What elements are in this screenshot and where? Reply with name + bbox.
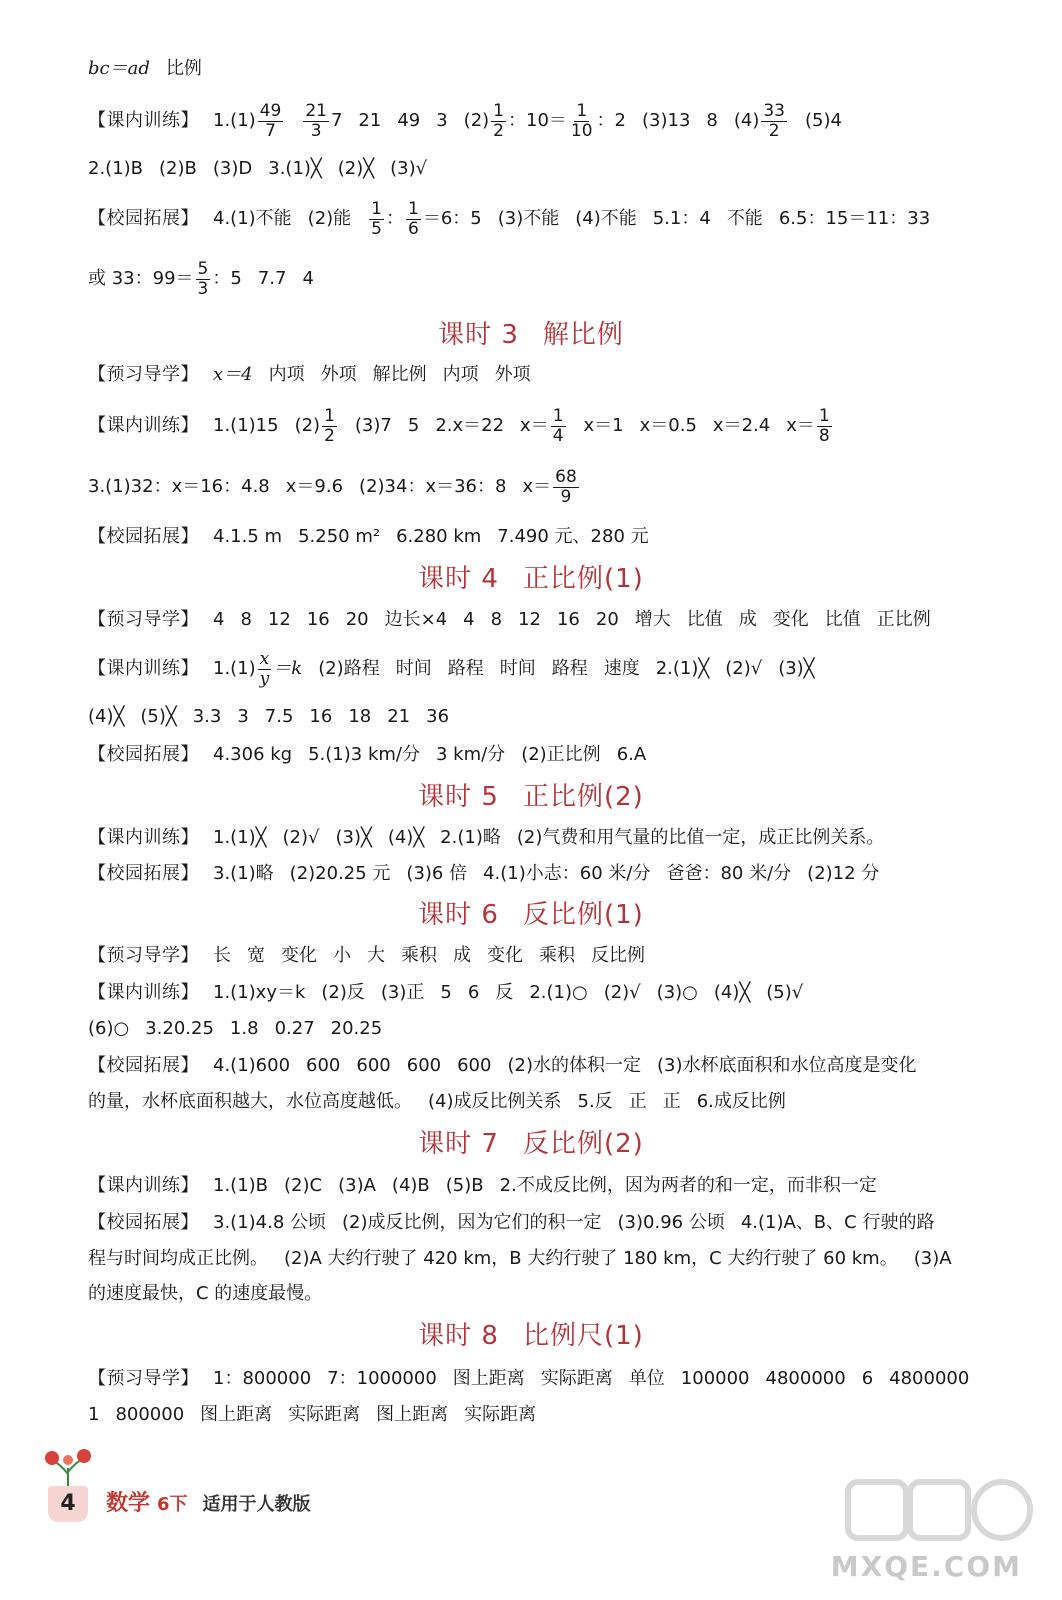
denominator: 5	[371, 218, 382, 239]
answer-line	[88, 56, 1014, 82]
answer-text: 1.(1)15	[213, 415, 279, 436]
section-tag: 【课内训练】	[88, 982, 199, 1003]
section-tag: 【校园拓展】	[88, 526, 199, 547]
answer-text: 0.27	[274, 1018, 315, 1039]
answer-text: 18	[348, 706, 372, 727]
answer-text: 4.(1)小志：60 米/分	[483, 863, 651, 884]
answer-item	[88, 260, 242, 299]
section-tag: 【校园拓展】	[88, 1212, 199, 1233]
answer-text: 1.(1)╳	[213, 827, 267, 848]
numerator: 1	[324, 405, 335, 426]
answer-text: (3)○	[656, 982, 698, 1003]
answer-text: 21	[358, 110, 382, 131]
answer-text: 正比例	[876, 609, 931, 630]
fraction	[761, 102, 787, 141]
lesson-heading	[0, 1319, 1062, 1353]
answer-item	[367, 200, 482, 239]
answer-text: 反	[495, 982, 514, 1003]
numerator: 1	[576, 100, 588, 121]
answer-text: 5.1：4	[652, 208, 711, 229]
section-tag: 【校园拓展】	[88, 863, 199, 884]
answer-text: 4800000	[889, 1368, 970, 1389]
answer-text: (4)不能	[575, 208, 637, 229]
answer-text: 2.x＝22	[435, 415, 505, 436]
lesson-title: 比例尺(1)	[522, 1321, 644, 1351]
lesson-heading	[0, 898, 1062, 932]
answer-text: 1：800000	[213, 1368, 312, 1389]
fraction	[258, 650, 272, 689]
section-tag: 【课内训练】	[88, 110, 199, 131]
answer-text: 变化	[772, 609, 809, 630]
section-tag: 【预习导学】	[88, 609, 199, 630]
answer-text: 21	[387, 706, 411, 727]
answer-text: ＝k	[273, 658, 303, 679]
numerator: 1	[371, 198, 382, 219]
answer-text: 8	[706, 110, 718, 131]
section-tag: 【预习导学】	[88, 364, 199, 385]
answer-text: 4.1.5 m	[213, 526, 283, 547]
fraction	[322, 407, 337, 446]
numerator: 1	[818, 405, 830, 426]
lesson-title: 反比例(1)	[522, 900, 644, 930]
denominator: 6	[408, 218, 419, 239]
answer-text: 的速度最快，C 的速度最慢。	[88, 1283, 323, 1304]
denominator: 2	[768, 120, 780, 141]
answer-text: 6.A	[616, 744, 647, 765]
lesson-heading	[0, 562, 1062, 596]
answer-text: 12	[267, 609, 291, 630]
numerator: 1	[493, 100, 504, 121]
fraction	[369, 200, 384, 239]
answer-item	[213, 102, 285, 141]
answer-text: 正	[628, 1091, 647, 1112]
answer-line	[88, 1366, 1014, 1392]
answer-text: (2)20.25 元	[289, 863, 391, 884]
answer-text: x＝1	[583, 415, 624, 436]
answer-text: ＝6：5	[422, 208, 482, 229]
denominator: 7	[265, 120, 276, 141]
answer-text: (5)4	[805, 110, 842, 131]
answer-text: 比值	[686, 609, 723, 630]
answer-text: ：10＝	[508, 110, 567, 131]
answer-text: 3.(1)╳	[268, 158, 322, 179]
answer-text: (6)○	[88, 1018, 130, 1039]
answer-line	[88, 980, 1014, 1006]
answer-line	[88, 943, 1014, 969]
answer-text: x＝	[522, 476, 552, 497]
answer-text: 1.(1)xy＝k	[213, 982, 306, 1003]
answer-text: 反比例	[591, 945, 645, 966]
lesson-heading	[0, 318, 1062, 352]
answer-text: x＝	[520, 415, 549, 436]
answer-text: 5	[407, 415, 420, 436]
answer-text: 正	[662, 1091, 681, 1112]
answer-text: 6	[467, 982, 480, 1003]
fraction	[569, 102, 595, 141]
answer-line	[88, 704, 1014, 730]
answer-item	[522, 468, 580, 507]
answer-text: 8	[490, 609, 503, 630]
answer-line	[88, 256, 1014, 302]
answer-text: 3	[237, 706, 249, 727]
answer-line	[88, 861, 1014, 887]
answer-text: 8	[240, 609, 252, 630]
answer-text: 5.250 m²	[298, 526, 381, 547]
answer-text: 2.(1)○	[529, 982, 588, 1003]
answer-text: 20.25	[330, 1018, 383, 1039]
answer-text: (3)D	[212, 158, 253, 179]
answer-text: ：	[386, 208, 404, 229]
answer-text: 路程	[551, 658, 588, 679]
answer-text: 2.(1)╳	[655, 658, 710, 679]
answer-text: 16	[306, 609, 330, 630]
answer-text: 20	[345, 609, 369, 630]
answer-text: 600	[306, 1055, 341, 1076]
answer-text: 2.(1)略	[440, 827, 501, 848]
answer-text: 6	[861, 1368, 874, 1389]
answer-text: 外项	[320, 364, 357, 385]
numerator: 49	[259, 100, 282, 121]
lesson-number: 课时 3	[438, 320, 519, 350]
denominator: 3	[310, 120, 322, 141]
answer-text: (2)成反比例，因为它们的积一定	[342, 1212, 602, 1233]
answer-text: 4.(1)不能	[213, 208, 292, 229]
answer-text: x＝2.4	[712, 415, 771, 436]
answer-line	[88, 825, 1014, 851]
answer-line	[88, 98, 1014, 144]
answer-text: 实际距离	[464, 1404, 537, 1425]
lesson-title: 反比例(2)	[522, 1129, 644, 1159]
answer-item	[464, 102, 626, 141]
answer-text: 边长×4	[384, 609, 448, 630]
answer-text: 程与时间均成正比例。	[88, 1248, 268, 1269]
answer-text: 爸爸：80 米/分	[666, 863, 792, 884]
answer-text: 4	[463, 609, 475, 630]
answer-text: 5.反	[577, 1091, 613, 1112]
answer-text: (3)A	[338, 1175, 376, 1196]
lesson-heading	[0, 780, 1062, 814]
answer-text: 7.7	[257, 268, 287, 289]
answer-text: 1.8	[229, 1018, 259, 1039]
answer-text: (3)√	[390, 158, 428, 179]
answer-text: (2)√	[603, 982, 641, 1003]
answer-text: 宽	[247, 945, 265, 966]
answer-line	[88, 362, 1014, 388]
answer-line	[88, 1246, 1014, 1272]
answer-text: 乘积	[539, 945, 575, 966]
answer-text: 600	[457, 1055, 492, 1076]
answer-text: 3.(1)4.8 公顷	[213, 1212, 327, 1233]
answer-text: (2)C	[284, 1175, 323, 1196]
answer-line	[88, 646, 1014, 692]
answer-line	[88, 742, 1014, 768]
answer-text: (2)路程	[318, 658, 380, 679]
book-grade: 6下	[156, 1494, 188, 1515]
numerator: 5	[197, 258, 209, 279]
section-tag: 【预习导学】	[88, 945, 199, 966]
answer-text: (2)√	[725, 658, 763, 679]
answer-text: 实际距离	[288, 1404, 361, 1425]
answer-text: 成	[453, 945, 471, 966]
answer-text: 2.(1)B	[88, 158, 144, 179]
answer-text: 100000	[680, 1368, 750, 1389]
answer-text: 6.成反比例	[696, 1091, 786, 1112]
lesson-heading	[0, 1127, 1062, 1161]
answer-text: 3.20.25	[145, 1018, 214, 1039]
answer-text: (4)B	[391, 1175, 430, 1196]
answer-text: 1.(1)B	[213, 1175, 269, 1196]
answer-text: 比例	[165, 58, 202, 79]
answer-text: (5)╳	[140, 706, 177, 727]
answer-text: 1.(1)	[213, 658, 256, 679]
answer-text: 16	[556, 609, 580, 630]
answer-text: 不能	[726, 208, 763, 229]
answer-text: 1	[88, 1404, 100, 1425]
answer-text: 6.280 km	[396, 526, 482, 547]
page-number: 4	[48, 1486, 88, 1522]
lesson-title: 解比例	[542, 320, 624, 350]
answer-text: 时间	[395, 658, 432, 679]
answer-text: ：5	[212, 268, 242, 289]
answer-text: (3)╳	[335, 827, 372, 848]
answer-text: 4	[213, 609, 225, 630]
formula: bc＝ad	[88, 58, 150, 79]
answer-item	[295, 407, 339, 446]
book-subject: 数学	[106, 1491, 151, 1516]
denominator: y	[259, 668, 270, 689]
answer-text: 时间	[499, 658, 536, 679]
answer-text: (2)A 大约行驶了 420 km，B 大约行驶了 180 km，C 大约行驶了 60 km。	[284, 1248, 898, 1269]
lesson-number: 课时 7	[418, 1129, 499, 1159]
answer-text: (3)不能	[497, 208, 560, 229]
answer-text: 16	[309, 706, 333, 727]
lesson-number: 课时 6	[418, 900, 499, 930]
answer-text: 5.(1)3 km/分	[308, 744, 420, 765]
answer-text: 增大	[634, 609, 671, 630]
answer-item	[213, 650, 302, 689]
section-tag: 【校园拓展】	[88, 1055, 199, 1076]
answer-line	[88, 464, 1014, 510]
answer-text: 20	[595, 609, 619, 630]
lesson-number: 课时 8	[418, 1321, 499, 1351]
answer-line	[88, 1281, 1014, 1307]
answer-text: 变化	[281, 945, 317, 966]
answer-text: 12	[518, 609, 541, 630]
numerator: 21	[305, 100, 327, 121]
answer-text: x＝0.5	[639, 415, 697, 436]
answer-text: x＝	[786, 415, 815, 436]
answer-text: 4	[302, 268, 314, 289]
answer-text: (2)	[294, 415, 321, 436]
answer-text: (2)正比例	[521, 744, 601, 765]
answer-text: (3)6 倍	[406, 863, 468, 884]
answer-text: 或 33：99＝	[88, 268, 194, 289]
answer-line	[88, 1053, 1014, 1079]
answer-line	[88, 1016, 1014, 1042]
answer-text: 外项	[494, 364, 531, 385]
answer-text: (4)	[733, 110, 760, 131]
answer-text: 比值	[824, 609, 861, 630]
answer-text: 2.不成反比例，因为两者的和一定，而非积一定	[499, 1175, 877, 1196]
answer-text: 速度	[603, 658, 640, 679]
answer-text: 3.(1)32：x＝16：4.8	[88, 476, 270, 497]
answer-text: x＝9.6	[285, 476, 344, 497]
numerator: 68	[555, 466, 577, 487]
numerator: x	[259, 648, 270, 669]
answer-line	[88, 1089, 1014, 1115]
lesson-number: 课时 4	[418, 564, 499, 594]
answer-text: 5	[440, 982, 452, 1003]
answer-text: (2)√	[282, 827, 320, 848]
fraction	[303, 102, 329, 141]
answer-text: 3.3	[192, 706, 222, 727]
answer-text: 7：1000000	[327, 1368, 437, 1389]
numerator: 33	[763, 100, 785, 121]
answer-text: 内项	[442, 364, 479, 385]
answer-text: (2)能	[307, 208, 352, 229]
answer-text: 3	[436, 110, 448, 131]
answer-line	[88, 156, 1014, 182]
plant-icon	[40, 1446, 96, 1490]
lesson-title: 正比例(1)	[522, 564, 644, 594]
fraction	[196, 260, 211, 299]
book-version: 适用于人教版	[202, 1494, 311, 1515]
answer-text: 变化	[487, 945, 523, 966]
answer-text: 4.(1)600	[213, 1055, 291, 1076]
answer-text: 解比例	[372, 364, 427, 385]
answer-text: (3)7	[354, 415, 392, 436]
answer-text: 49	[397, 110, 421, 131]
answer-text: (3)╳	[778, 658, 815, 679]
answer-text: 6.5：15＝11：33	[778, 208, 931, 229]
answer-text: (5)B	[445, 1175, 484, 1196]
section-tag: 【课内训练】	[88, 415, 199, 436]
answer-text: 图上距离	[376, 1404, 449, 1425]
answer-line	[88, 524, 1014, 550]
answer-line	[88, 607, 1014, 633]
answer-text: (4)成反比例关系	[428, 1091, 562, 1112]
answer-text: 600	[356, 1055, 391, 1076]
section-tag: 【课内训练】	[88, 1175, 199, 1196]
answer-text: x＝4	[213, 364, 253, 385]
answer-line	[88, 1210, 1014, 1236]
answer-text: 7.5	[264, 706, 294, 727]
answer-text: 图上距离	[200, 1404, 273, 1425]
answer-text: (3)水杯底面积和水位高度是变化	[656, 1055, 917, 1076]
answer-text: (3)0.96 公顷	[617, 1212, 725, 1233]
answer-text: 大	[367, 945, 385, 966]
answer-text: (2)34：x＝36：8	[359, 476, 507, 497]
answer-text: 600	[406, 1055, 442, 1076]
denominator: 10	[570, 120, 593, 141]
answer-line	[88, 1402, 1014, 1428]
answer-text: 1.(1)	[213, 110, 256, 131]
lesson-title: 正比例(2)	[522, 782, 644, 812]
answer-line	[88, 1173, 1014, 1199]
answer-text: 4800000	[765, 1368, 846, 1389]
answer-text: 36	[426, 706, 450, 727]
denominator: 9	[560, 486, 572, 507]
denominator: 2	[324, 425, 335, 446]
answer-item	[734, 102, 789, 141]
answer-text: (2)B	[159, 158, 197, 179]
answer-text: 4.(1)A、B、C 行驶的路	[740, 1212, 935, 1233]
answer-item	[520, 407, 567, 446]
answer-text: (2)气费和用气量的比值一定，成正比例关系。	[516, 827, 885, 848]
answer-text: (5)√	[766, 982, 804, 1003]
answer-text: 乘积	[401, 945, 437, 966]
answer-text: (2)	[463, 110, 490, 131]
section-tag: 【校园拓展】	[88, 208, 199, 229]
denominator: 4	[552, 425, 564, 446]
answer-text: (4)╳	[713, 982, 751, 1003]
answer-text: (2)水的体积一定	[507, 1055, 641, 1076]
fraction	[406, 200, 421, 239]
denominator: 8	[818, 425, 830, 446]
lesson-number: 课时 5	[418, 782, 499, 812]
answer-text: 单位	[628, 1368, 665, 1389]
watermark-text: MXQE.COM	[830, 1550, 1022, 1583]
answer-text: ：2	[596, 110, 626, 131]
fraction	[817, 407, 832, 446]
answer-text: 800000	[115, 1404, 185, 1425]
answer-text: 成	[738, 609, 757, 630]
answer-line	[88, 196, 1014, 242]
answer-text: 小	[333, 945, 351, 966]
answer-text: 7	[330, 110, 343, 131]
denominator: 3	[197, 278, 209, 299]
answer-text: 4.306 kg	[213, 744, 293, 765]
answer-text: 3.(1)略	[213, 863, 274, 884]
answer-text: (3)正	[380, 982, 425, 1003]
answer-text: 7.490 元、280 元	[497, 526, 649, 547]
answer-text: (4)╳	[387, 827, 425, 848]
answer-text: 的量，水杯底面积越大，水位高度越低。	[88, 1091, 412, 1112]
answer-text: (3)13	[642, 110, 691, 131]
section-tag: 【预习导学】	[88, 1368, 199, 1389]
answer-text: (2)反	[321, 982, 365, 1003]
answer-text: (2)12 分	[807, 863, 880, 884]
denominator: 2	[493, 120, 504, 141]
answer-text: (3)A	[913, 1248, 952, 1269]
answer-line	[88, 403, 1014, 449]
section-tag: 【课内训练】	[88, 658, 199, 679]
answer-text: 图上距离	[452, 1368, 525, 1389]
answer-text: 路程	[447, 658, 484, 679]
numerator: 1	[408, 198, 419, 219]
fraction	[491, 102, 506, 141]
answer-text: (4)╳	[88, 706, 125, 727]
numerator: 1	[552, 405, 564, 426]
answer-text: 3 km/分	[435, 744, 506, 765]
answer-text: 实际距离	[540, 1368, 613, 1389]
fraction	[553, 468, 579, 507]
section-tag: 【校园拓展】	[88, 744, 199, 765]
fraction	[551, 407, 566, 446]
answer-text: (2)╳	[337, 158, 375, 179]
answer-text: 内项	[268, 364, 305, 385]
answer-item	[786, 407, 833, 446]
book-title	[106, 1488, 310, 1520]
section-tag: 【课内训练】	[88, 827, 199, 848]
answer-text: 长	[213, 945, 231, 966]
fraction	[258, 102, 284, 141]
